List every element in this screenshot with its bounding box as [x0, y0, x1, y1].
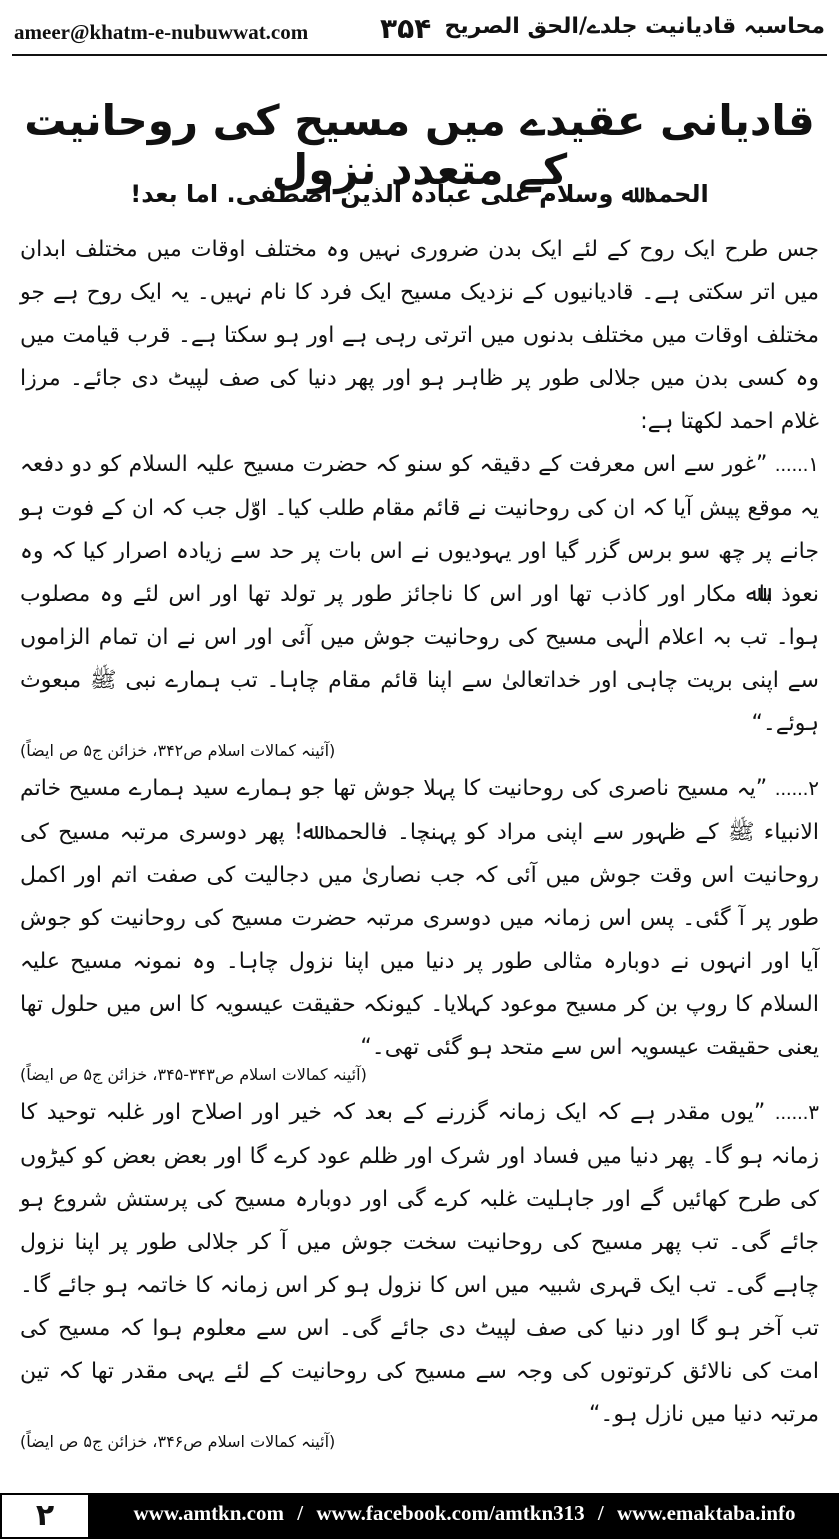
footer-link-emaktaba[interactable]: www.emaktaba.info: [617, 1501, 796, 1525]
chapter-title: قادیانی عقیدے میں مسیح کی روحانیت کے متعدد نزول: [24, 96, 815, 194]
quote-3-number: ۳......: [774, 1102, 819, 1124]
footer-links: [100, 1501, 829, 1526]
book-title: محاسبہ قادیانیت جلدے/الحق الصریح: [444, 14, 825, 39]
page-footer: [0, 1493, 839, 1539]
quote-3-reference: (آئینہ کمالات اسلام ص۳۴۶، خزائن ج۵ ص ایضاً): [20, 1432, 336, 1451]
quote-2: [20, 767, 819, 1069]
quote-2-text: ”یہ مسیح ناصری کی روحانیت کا پہلا جوش تھا جو ہمارے سید ہمارے مسیح خاتم الانبیاء ﷺ کے ظہور سے اپنی مراد کو پہنچا۔ فالحمد ﷲ! پھر دوسری مرتبہ مسیح کی روحانیت اس وقت جوش میں آئی کہ جب نصاریٰ میں دجالیت کی صفت اتم اور اکمل طور پر آ گئی۔ پس اس زمانہ میں دوسری مرتبہ حضرت مسیح کی روحانیت کو جوش آیا اور انہوں نے دوبارہ مثالی طور پر دنیا میں اپنا نزول چاہا۔ وہ نمونہ مسیح علیہ السلام کا روپ بن کر مسیح موعود کہلایا۔ کیونکہ حقیقت عیسویہ کا اس میں حلول تھا یعنی حقیقت عیسویہ اس سے متحد ہو گئی تھی۔“: [20, 776, 819, 1060]
body-text: [20, 228, 819, 1458]
quote-1: [20, 443, 819, 745]
header-divider: [12, 54, 827, 56]
footer-separator: /: [597, 1501, 604, 1525]
footer-link-facebook[interactable]: www.facebook.com/amtkn313: [316, 1501, 585, 1525]
quote-3: [20, 1091, 819, 1436]
quote-1-reference: (آئینہ کمالات اسلام ص۳۴۲، خزائن ج۵ ص ایضاً): [20, 741, 336, 760]
page-number: ۳۵۴: [380, 12, 432, 45]
intro-line: الحمد ﷲ وسلام علی عبادہ الذین اصطفی. اما بعد!: [130, 180, 709, 208]
intro-paragraph: جس طرح ایک روح کے لئے ایک بدن ضروری نہیں وہ مختلف اوقات میں مختلف ابدان میں اتر سکتی ہے۔ قادیانیوں کے نزدیک مسیح ایک فرد کا نام نہیں۔ یہ ایک روح ہے جو مختلف اوقات میں مختلف بدنوں میں اترتی رہی ہے اور ہو سکتا ہے۔ قرب قیامت میں وہ کسی بدن میں جلالی طور پر ظاہر ہو اور پھر دنیا کی صف لپیٹ دی جائے۔ مرزا غلام احمد لکھتا ہے:: [20, 237, 819, 434]
footer-separator: /: [297, 1501, 304, 1525]
quote-3-text: ”یوں مقدر ہے کہ ایک زمانہ گزرنے کے بعد کہ خیر اور اصلاح اور غلبہ توحید کا زمانہ ہو گا۔ پھر دنیا میں فساد اور شرک اور ظلم عود کرے گا اور بعض بعض کو کیڑوں کی طرح کھائیں گے اور جاہلیت غلبہ کرے گی اور دوبارہ مسیح کی پرستش شروع ہو جائے گی۔ تب پھر مسیح کی روحانیت سخت جوش میں آ کر جلالی طور پر اپنا نزول چاہے گی۔ تب ایک قہری شبیہ میں اس کا نزول ہو کر اس زمانہ کا خاتمہ ہو جائے گا۔ تب آخر ہو گا اور دنیا کی صف لپیٹ دی جائے گی۔ اس سے معلوم ہوا کہ مسیح کی امت کی نالائق کرتوتوں کی وجہ سے مسیح کی روحانیت کے لئے یہی مقدر تھا کہ تین مرتبہ دنیا میں نازل ہو۔“: [20, 1100, 819, 1427]
footer-link-amtkn[interactable]: www.amtkn.com: [133, 1501, 284, 1525]
quote-1-text: ”غور سے اس معرفت کے دقیقہ کو سنو کہ حضرت مسیح علیہ السلام کو دو دفعہ یہ موقع پیش آیا کہ ان کی روحانیت نے قائم مقام طلب کیا۔ اوّل جب کہ ان کے فوت ہو جانے پر چھ سو برس گزر گیا اور یہودیوں نے اس بات پر حد سے زیادہ اصرار کیا کہ وہ نعوذ باﷲ مکار اور کاذب تھا اور اس کا ناجائز طور پر تولد تھا اور اس لئے وہ مصلوب ہوا۔ تب بہ اعلام الٰہی مسیح کی روحانیت جوش میں آئی اور اس نے ان تمام الزاموں سے اپنی بریت چاہی اور خداتعالیٰ سے اپنا قائم مقام چاہا۔ تب ہمارے نبی ﷺ مبعوث ہوئے۔“: [20, 452, 819, 736]
quote-1-number: ۱......: [774, 454, 819, 476]
header-email[interactable]: ameer@khatm-e-nubuwwat.com: [14, 20, 309, 44]
quote-2-number: ۲......: [774, 778, 819, 800]
quote-2-reference: (آئینہ کمالات اسلام ص۳۴۳-۳۴۵، خزائن ج۵ ص ایضاً): [20, 1065, 367, 1084]
page-header: [0, 0, 839, 56]
footer-page-digit: ۲: [0, 1493, 90, 1539]
